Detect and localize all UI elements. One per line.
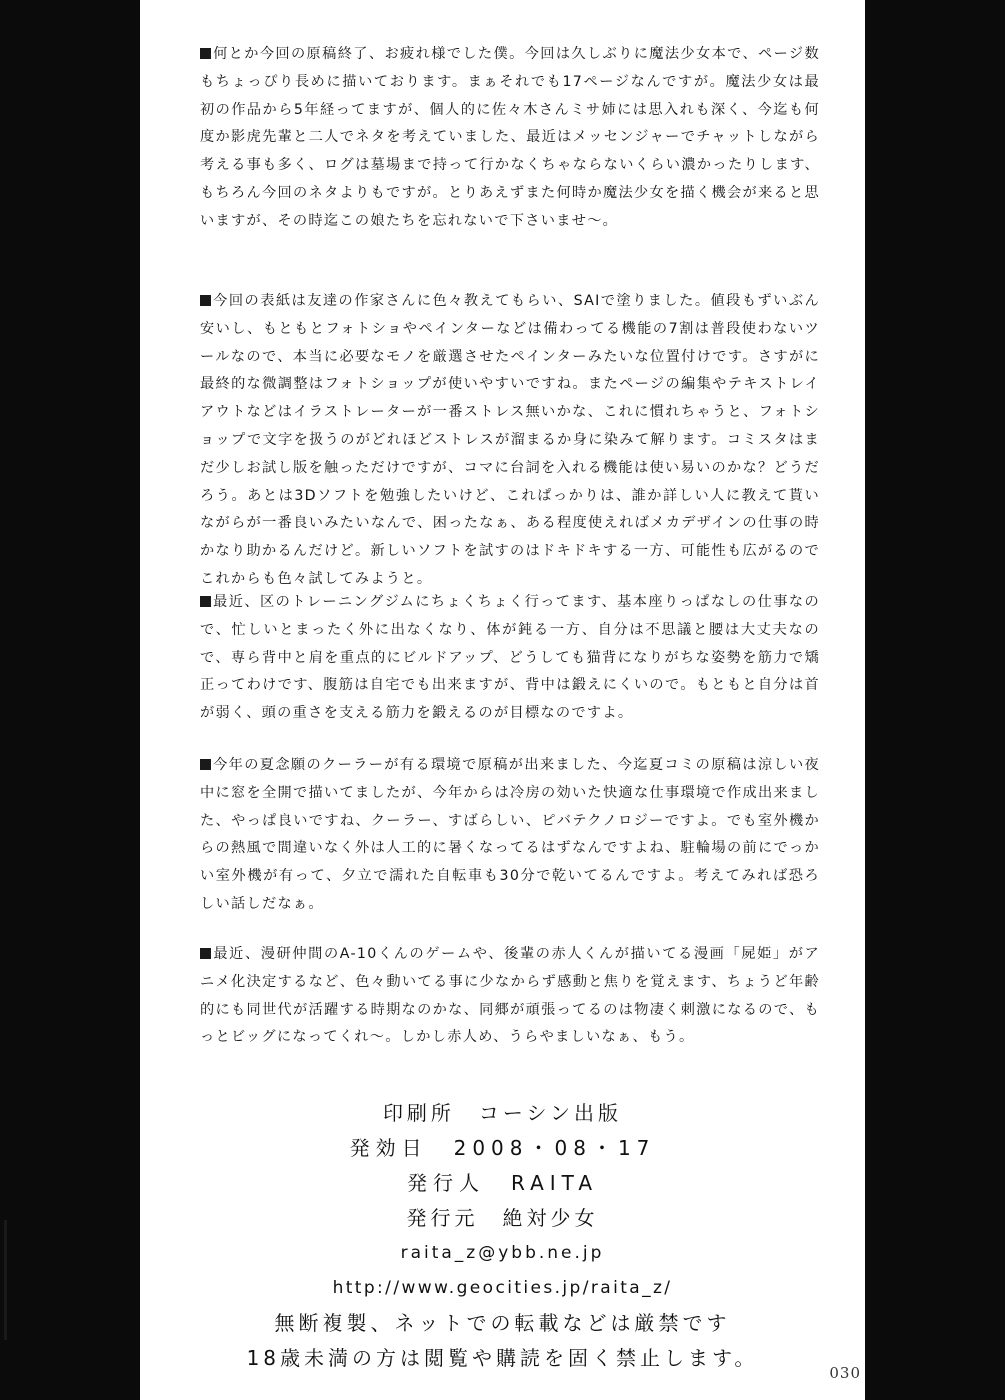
square-bullet-icon [200, 596, 211, 607]
printer-line: 印刷所 コーシン出版 [382, 1101, 623, 1125]
page-number: 030 [829, 1364, 861, 1382]
paragraph-text: 最近、区のトレーニングジムにちょくちょく行ってます、基本座りっぱなしの仕事なので、忙しいとまったく外に出なくなり、体が鈍る一方、自分は不思議と腰は大丈夫なので、専ら背中と肩を重点的にビルドアップ、どうしても猫背になりがちな姿勢を筋力で矯正ってわけです、腹筋は自宅でも出来ますが、背中は鍛えにくいので。もともと自分は首が弱く、頭の重さを支える筋力を鍛えるのが目標なのですよ。 [200, 594, 820, 722]
left-edge-mark [4, 1220, 7, 1340]
colophon [140, 1096, 865, 1376]
afterword-page [140, 0, 865, 1400]
age-restriction-notice: 18歳未満の方は閲覧や購読を固く禁止します。 [246, 1346, 759, 1370]
paragraph-text: 何とか今回の原稿終了、お疲れ様でした僕。今回は久しぶりに魔法少女本で、ページ数もちょっぴり長めに描いております。まぁそれでも17ページなんですが。魔法少女は最初の作品から5年経ってますが、個人的に佐々木さんミサ姉には思入れも深く、今迄も何度か影虎先輩と二人でネタを考えていました、最近はメッセンジャーでチャットしながら考える事も多く、ログは墓場まで持って行かなくちゃならないくらい濃かったりします、もちろん今回のネタよりもですが。とりあえずまた何時か魔法少女を描く機会が来ると思いますが、その時迄この娘たちを忘れないで下さいませ～。 [200, 46, 820, 229]
paragraph-text: 今回の表紙は友達の作家さんに色々教えてもらい、SAIで塗りました。値段もずいぶん安いし、もともとフォトショやペインターなどは備わってる機能の7割は普段使わないツールなので、本当に必要なモノを厳選させたペインターみたいな位置付けです。さすがに最終的な微調整はフォトショップが使いやすいですね。またページの編集やテキストレイアウトなどはイラストレーターが一番ストレス無いかな、これに慣れちゃうと、フォトショップで文字を扱うのがどれほどストレスが溜まるか身に染みて解ります。コミスタはまだ少しお試し版を触っただけですが、コマに台詞を入れる機能は使い易いのかな？どうだろう。あとは3Dソフトを勉強したいけど、これぱっかりは、誰か詳しい人に教えて貰いながらが一番良いみたいなんで、困ったなぁ、ある程度使えればメカデザインの仕事の時かなり助かるんだけど。新しいソフトを試すのはドキドキする一方、可能性も広がるのでこれからも色々試してみようと。 [200, 293, 820, 587]
website-url: http://www.geocities.jp/raita_z/ [332, 1278, 673, 1298]
afterword-paragraph-2 [200, 288, 820, 594]
publisher-person-line: 発行人 RAITA [406, 1171, 598, 1195]
copyright-notice: 無断複製、ネットでの転載などは厳禁です [274, 1311, 731, 1335]
afterword-paragraph-3 [200, 589, 820, 728]
square-bullet-icon [200, 48, 211, 59]
afterword-paragraph-4 [200, 752, 820, 919]
square-bullet-icon [200, 759, 211, 770]
issue-date-line: 発効日 2008・08・17 [349, 1136, 656, 1160]
publisher-circle-line: 発行元 絶対少女 [406, 1206, 599, 1230]
square-bullet-icon [200, 948, 211, 959]
square-bullet-icon [200, 295, 211, 306]
paragraph-text: 最近、漫研仲間のA-10くんのゲームや、後輩の赤人くんが描いてる漫画「屍姫」がアニメ化決定するなど、色々動いてる事に少なからず感動と焦りを覚えます、ちょうど年齢的にも同世代が活躍する時期なのかな、同郷が頑張ってるのは物凄く刺激になるので、もっとビッグになってくれ～。しかし赤人め、うらやましいなぁ、もう。 [200, 946, 820, 1046]
paragraph-text: 今年の夏念願のクーラーが有る環境で原稿が出来ました、今迄夏コミの原稿は涼しい夜中に窓を全開で描いてましたが、今年からは冷房の効いた快適な仕事環境で作成出来ました、やっぱ良いですね、クーラー、すばらしい、ピバテクノロジーですよ。でも室外機からの熱風で間違いなく外は人工的に暑くなってるはずなんですよね、駐輪場の前にでっかい室外機が有って、夕立で濡れた自転車も30分で乾いてるんですよ。考えてみれば恐ろしい話しだなぁ。 [200, 757, 820, 912]
afterword-paragraph-1 [200, 41, 820, 236]
email-address: raita_z@ybb.ne.jp [400, 1243, 605, 1263]
afterword-paragraph-5 [200, 941, 820, 1052]
